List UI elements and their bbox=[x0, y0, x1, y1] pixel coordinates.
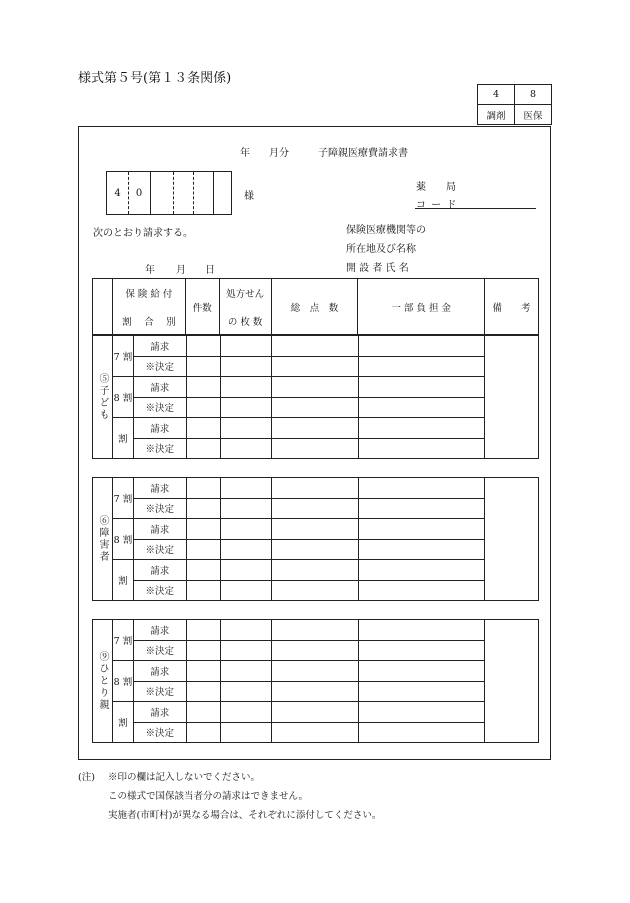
copayment-cell[interactable] bbox=[358, 438, 484, 459]
total-points-cell[interactable] bbox=[272, 560, 359, 581]
count-cell[interactable] bbox=[186, 397, 220, 418]
prescription-count-cell[interactable] bbox=[220, 722, 272, 743]
date-month: 月 bbox=[176, 265, 186, 276]
count-cell[interactable] bbox=[186, 661, 220, 682]
institution-code-box bbox=[106, 171, 232, 215]
benefit-rate: 7 割 bbox=[112, 478, 133, 519]
copayment-cell[interactable] bbox=[358, 681, 484, 702]
header-count: 件数 bbox=[185, 279, 219, 335]
copayment-cell[interactable] bbox=[358, 539, 484, 560]
row-type: 請求 bbox=[133, 620, 186, 641]
total-points-cell[interactable] bbox=[272, 336, 359, 357]
header-copayment: 一 部 負 担 金 bbox=[358, 279, 485, 335]
copayment-cell[interactable] bbox=[358, 397, 484, 418]
copayment-cell[interactable] bbox=[358, 498, 484, 519]
row-type: ※決定 bbox=[133, 640, 186, 661]
copayment-cell[interactable] bbox=[358, 478, 484, 499]
code-digit-3[interactable] bbox=[150, 172, 173, 214]
prescription-count-cell[interactable] bbox=[220, 640, 272, 661]
group-label: ⑥障害者 bbox=[93, 478, 113, 601]
row-type: ※決定 bbox=[133, 438, 186, 459]
ref-code-2: 8 bbox=[515, 85, 552, 105]
benefit-rate: 割 bbox=[112, 702, 133, 743]
prescription-count-cell[interactable] bbox=[220, 418, 272, 439]
count-cell[interactable] bbox=[186, 580, 220, 601]
code-digit-4[interactable] bbox=[173, 172, 193, 214]
pharmacy-code-line bbox=[415, 208, 536, 209]
row-type: 請求 bbox=[133, 336, 186, 357]
row-type: ※決定 bbox=[133, 580, 186, 601]
request-text: 次のとおり請求する。 bbox=[93, 228, 193, 239]
prescription-count-cell[interactable] bbox=[220, 356, 272, 377]
count-cell[interactable] bbox=[186, 498, 220, 519]
row-type: ※決定 bbox=[133, 722, 186, 743]
date-year: 年 bbox=[145, 265, 155, 276]
group-label: ⑤子ども bbox=[93, 336, 113, 459]
copayment-cell[interactable] bbox=[358, 377, 484, 398]
copayment-cell[interactable] bbox=[358, 519, 484, 540]
benefit-rate: 7 割 bbox=[112, 620, 133, 661]
total-points-cell[interactable] bbox=[272, 681, 359, 702]
row-type: 請求 bbox=[133, 560, 186, 581]
ref-label-dispensing: 調剤 bbox=[478, 105, 515, 125]
prescription-count-cell[interactable] bbox=[220, 498, 272, 519]
copayment-cell[interactable] bbox=[358, 640, 484, 661]
prescription-count-cell[interactable] bbox=[220, 681, 272, 702]
prescription-count-cell[interactable] bbox=[220, 620, 272, 641]
prescription-count-cell[interactable] bbox=[220, 560, 272, 581]
claims-group-table bbox=[92, 619, 539, 743]
note-3: 実施者(市町村)が異なる場合は、それぞれに添付してください。 bbox=[108, 810, 382, 821]
total-points-cell[interactable] bbox=[272, 377, 359, 398]
prescription-count-cell[interactable] bbox=[220, 336, 272, 357]
count-cell[interactable] bbox=[186, 539, 220, 560]
total-points-cell[interactable] bbox=[272, 702, 359, 723]
count-cell[interactable] bbox=[186, 438, 220, 459]
count-cell[interactable] bbox=[186, 640, 220, 661]
count-cell[interactable] bbox=[186, 377, 220, 398]
total-points-cell[interactable] bbox=[272, 620, 359, 641]
prescription-count-cell[interactable] bbox=[220, 519, 272, 540]
prescription-count-cell[interactable] bbox=[220, 661, 272, 682]
copayment-cell[interactable] bbox=[358, 336, 484, 357]
institution-label-1: 保険医療機関等の bbox=[346, 225, 426, 236]
count-cell[interactable] bbox=[186, 620, 220, 641]
total-points-cell[interactable] bbox=[272, 640, 359, 661]
row-type: 請求 bbox=[133, 519, 186, 540]
count-cell[interactable] bbox=[186, 560, 220, 581]
form-number: 様式第５号(第１３条関係) bbox=[78, 71, 232, 86]
group-label: ⑨ひとり親 bbox=[93, 620, 113, 743]
count-cell[interactable] bbox=[186, 519, 220, 540]
header-total-points: 総 点 数 bbox=[271, 279, 358, 335]
benefit-rate: 8 割 bbox=[112, 519, 133, 560]
date-day: 日 bbox=[205, 265, 215, 276]
remarks-cell[interactable] bbox=[485, 478, 539, 601]
ref-code-1: 4 bbox=[478, 85, 515, 105]
institution-label-2: 所在地及び名称 bbox=[346, 244, 416, 255]
prescription-count-cell[interactable] bbox=[220, 377, 272, 398]
prescription-count-cell[interactable] bbox=[220, 478, 272, 499]
code-digit-1: 4 bbox=[114, 187, 121, 199]
header-remarks: 備 考 bbox=[485, 279, 539, 335]
row-type: ※決定 bbox=[133, 681, 186, 702]
total-points-cell[interactable] bbox=[272, 498, 359, 519]
header-benefit-rate: 保 険 給 付 割 合 別 bbox=[112, 279, 185, 335]
copayment-cell[interactable] bbox=[358, 560, 484, 581]
benefit-rate: 7 割 bbox=[112, 336, 133, 377]
total-points-cell[interactable] bbox=[272, 418, 359, 439]
benefit-rate: 割 bbox=[112, 418, 133, 459]
row-type: 請求 bbox=[133, 661, 186, 682]
row-type: ※決定 bbox=[133, 539, 186, 560]
count-cell[interactable] bbox=[186, 722, 220, 743]
note-1: ※印の欄は記入しないでください。 bbox=[108, 772, 261, 783]
claims-group-table bbox=[92, 477, 539, 601]
pharmacy-label: 薬 局 bbox=[416, 182, 456, 193]
institution-label-3: 開 設 者 氏 名 bbox=[346, 263, 409, 274]
addressee-suffix: 様 bbox=[244, 191, 254, 202]
copayment-cell[interactable] bbox=[358, 418, 484, 439]
row-type: 請求 bbox=[133, 702, 186, 723]
total-points-cell[interactable] bbox=[272, 478, 359, 499]
remarks-cell[interactable] bbox=[485, 620, 539, 743]
total-points-cell[interactable] bbox=[272, 356, 359, 377]
claims-group-table bbox=[92, 335, 539, 459]
total-points-cell[interactable] bbox=[272, 539, 359, 560]
title-year: 年 bbox=[240, 148, 250, 159]
code-digit-6[interactable] bbox=[213, 172, 232, 214]
copayment-cell[interactable] bbox=[358, 702, 484, 723]
code-digit-2: 0 bbox=[135, 187, 143, 199]
copayment-cell[interactable] bbox=[358, 661, 484, 682]
count-cell[interactable] bbox=[186, 478, 220, 499]
row-type: 請求 bbox=[133, 478, 186, 499]
copayment-cell[interactable] bbox=[358, 722, 484, 743]
document-title: 子障親医療費請求書 bbox=[318, 148, 408, 159]
count-cell[interactable] bbox=[186, 681, 220, 702]
notes-prefix: (注) bbox=[78, 772, 95, 783]
benefit-rate: 8 割 bbox=[112, 661, 133, 702]
row-type: 請求 bbox=[133, 377, 186, 398]
prescription-count-cell[interactable] bbox=[220, 580, 272, 601]
total-points-cell[interactable] bbox=[272, 661, 359, 682]
copayment-cell[interactable] bbox=[358, 580, 484, 601]
prescription-count-cell[interactable] bbox=[220, 702, 272, 723]
total-points-cell[interactable] bbox=[272, 438, 359, 459]
note-2: この様式で国保該当者分の請求はできません。 bbox=[108, 791, 309, 802]
prescription-count-cell[interactable] bbox=[220, 397, 272, 418]
prescription-count-cell[interactable] bbox=[220, 438, 272, 459]
remarks-cell[interactable] bbox=[485, 336, 539, 459]
reference-code-table bbox=[477, 84, 552, 125]
count-cell[interactable] bbox=[186, 418, 220, 439]
ref-label-medical-insurance: 医保 bbox=[515, 105, 552, 125]
prescription-count-cell[interactable] bbox=[220, 539, 272, 560]
benefit-rate: 割 bbox=[112, 560, 133, 601]
copayment-cell[interactable] bbox=[358, 356, 484, 377]
total-points-cell[interactable] bbox=[272, 580, 359, 601]
row-type: 請求 bbox=[133, 418, 186, 439]
title-month: 月分 bbox=[269, 148, 289, 159]
total-points-cell[interactable] bbox=[272, 722, 359, 743]
row-type: ※決定 bbox=[133, 498, 186, 519]
benefit-rate: 8 割 bbox=[112, 377, 133, 418]
count-cell[interactable] bbox=[186, 336, 220, 357]
total-points-cell[interactable] bbox=[272, 397, 359, 418]
code-digit-5[interactable] bbox=[193, 172, 213, 214]
copayment-cell[interactable] bbox=[358, 620, 484, 641]
pharmacy-code-label: コ ー ド bbox=[416, 200, 458, 211]
row-type: ※決定 bbox=[133, 397, 186, 418]
count-cell[interactable] bbox=[186, 702, 220, 723]
header-prescription-count: 処方せん の 枚 数 bbox=[219, 279, 271, 335]
count-cell[interactable] bbox=[186, 356, 220, 377]
row-type: ※決定 bbox=[133, 356, 186, 377]
total-points-cell[interactable] bbox=[272, 519, 359, 540]
claims-header-table bbox=[92, 278, 539, 335]
